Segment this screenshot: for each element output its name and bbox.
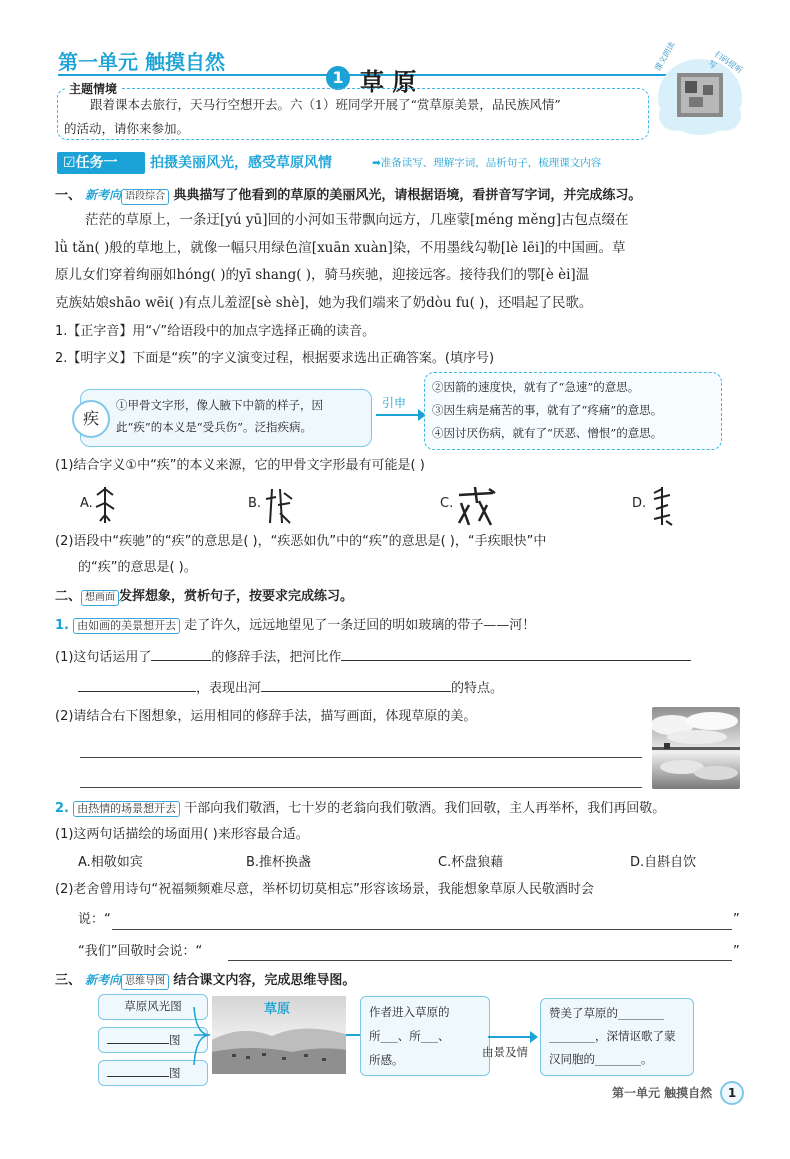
option-c-label[interactable]: C.	[440, 496, 454, 511]
part1-paragraph: 茫茫的草原上，一条迂[yú yū]回的小河如玉带飘向远方，几座蒙[méng měng]古包点缀在 lǜ tǎn( )般的草地上，就像一幅只用绿色渲[xuān xuàn]染，不用墨线勾勒[lè lēi]的中国画。草 原儿女们穿着绚丽如hóng( )的yī shang( )，骑马疾驰，迎接远客。接待我们的鄂[è èi]温 克族姑娘shāo wēi( )有点儿羞涩[sè shè]，她为我们端来了奶dòu fu( )，还唱起了民歌。	[55, 212, 629, 311]
part1-q1: 1.【正字音】用“√”给语段中的加点字选择正确的读音。	[55, 324, 376, 339]
task1-title: 拍摄美丽风光，感受草原风情	[150, 155, 332, 171]
we-label: “我们”回敬时会说：“	[78, 944, 203, 959]
arrow-right-icon	[530, 1031, 538, 1043]
scene-text-2: 的活动，请你来参加。	[64, 121, 190, 136]
scene-text-1: 跟着课本去旅行，天马行空想开去。六（1）班同学开展了“赏草原美景，品民族风情”	[90, 97, 561, 112]
qr-right-label: 扫码提听写	[706, 49, 745, 76]
mindmap-right-box[interactable]: 赞美了草原的________ ________，深情讴歌了蒙 汉同胞的________。	[540, 998, 694, 1076]
option-d-label[interactable]: D.	[632, 496, 647, 511]
q2-options	[78, 849, 738, 877]
option-b[interactable]: B.推杯换盏	[246, 855, 312, 870]
origin-text: ①甲骨文字形，像人腋下中箭的样子，因 此“疾”的本义是“受兵伤”。泛指疾病。	[116, 398, 323, 434]
extend-label: 引申	[382, 396, 407, 410]
extend-arrow	[376, 414, 422, 416]
option-c[interactable]: C.杯盘狼藉	[438, 855, 504, 870]
oracle-a-glyph	[92, 485, 118, 527]
answer-line-2[interactable]	[80, 787, 642, 788]
part1-sub1: (1)结合字义①中“疾”的本义来源，它的甲骨文字形最有可能是( )	[55, 458, 425, 473]
oracle-c-glyph	[455, 485, 497, 527]
lesson-title: 草 原	[360, 68, 417, 96]
center-label: 草原	[264, 1002, 291, 1017]
part2-q1: 1. 由如画的美景想开去 走了许久，远远地望见了一条迂回的明如玻璃的带子——河！	[55, 618, 536, 633]
qr-area[interactable]	[653, 40, 745, 140]
close-quote-1: ”	[733, 912, 740, 927]
task1-note: ➡准备读写、理解字词，品析句子，梳理课文内容	[372, 157, 602, 169]
checkbox-icon: ☑	[63, 155, 76, 171]
part2-q1-sub1: (1)这句话运用了 的修辞手法，把河比作	[55, 644, 691, 672]
page-number: 1	[720, 1081, 744, 1105]
extend-text: ②因箭的速度快，就有了“急速”的意思。 ③因生病是痛苦的事，就有了“疼痛”的意思。 ④因讨厌伤病，就有了“厌恶、憎恨”的意思。	[432, 380, 663, 440]
part1-sub2-line1: (2)语段中“疾驰”的“疾”的意思是( )，“疾恶如仇”中的“疾”的意思是( )，“手疾眼快”中	[55, 534, 547, 549]
oracle-b-glyph	[262, 485, 296, 527]
say-line[interactable]	[112, 929, 732, 930]
oracle-d-glyph	[648, 485, 676, 527]
char-circle: 疾	[72, 400, 110, 438]
lesson-number-badge: 1	[326, 66, 350, 90]
river-photo	[652, 707, 740, 789]
close-quote-2: ”	[733, 944, 740, 959]
part2-q2-sub1: (1)这两句话描绘的场面用( )来形容最合适。	[55, 827, 309, 842]
option-b-label[interactable]: B.	[248, 496, 262, 511]
mindmap-mid-box[interactable]: 作者进入草原的 所___、所___、 所感。	[360, 996, 490, 1076]
part2-q2-sub2: (2)老舍曾用诗句“祝福频频难尽意，举杯切切莫相忘”形容该场景，我能想象草原人民敬酒时会	[55, 882, 594, 897]
mindmap-box-1: 草原风光图	[98, 994, 208, 1020]
rhetoric-blank[interactable]	[151, 644, 211, 661]
unit-title: 第一单元 触摸自然	[58, 50, 225, 74]
part2-q1-sub1-cont: ，表现出河 的特点。	[78, 675, 503, 703]
option-d[interactable]: D.自斟自饮	[630, 855, 697, 870]
mindmap-box-3[interactable]: 图	[98, 1060, 208, 1086]
part2-q1-sub2: (2)请结合右下图想象，运用相同的修辞手法，描写画面，体现草原的美。	[55, 709, 477, 724]
oracle-options	[80, 485, 720, 530]
answer-line-1[interactable]	[80, 757, 642, 758]
grassland-photo	[212, 996, 346, 1074]
metaphor-blank-2[interactable]	[78, 675, 196, 692]
part1-header: 一、 新考向 语段综合 典典描写了他看到的草原的美丽风光，请根据语境，看拼音写字词，并完成练习。	[55, 188, 642, 203]
say-label: 说：“	[78, 912, 111, 927]
option-a[interactable]: A.相敬如宾	[78, 855, 143, 870]
flow-arrow	[488, 1036, 532, 1038]
flow-label: 由景及情	[482, 1045, 528, 1059]
scene-label: 主题情境	[65, 80, 121, 97]
metaphor-blank[interactable]	[341, 644, 691, 661]
brace-lines	[190, 995, 212, 1075]
mindmap-box-2[interactable]: 图	[98, 1027, 208, 1053]
part2-q2: 2. 由热情的场景想开去 干部向我们敬酒，七十岁的老翁向我们敬酒。我们回敬，主人再举杯，我们再回敬。	[55, 801, 666, 816]
part1-sub2-line2: 的“疾”的意思是( )。	[78, 560, 197, 575]
part3-header: 三、 新考向 思维导图 结合课文内容，完成思维导图。	[55, 973, 356, 988]
task1-badge: ☑任务一	[57, 152, 145, 174]
feature-blank[interactable]	[261, 675, 451, 692]
option-a-label[interactable]: A.	[80, 496, 93, 511]
part1-q2: 2.【明字义】下面是“疾”的字义演变过程，根据要求选出正确答案。(填序号)	[55, 351, 495, 366]
footer-unit: 第一单元 触摸自然	[612, 1086, 713, 1100]
part2-header: 二、 想画面 发挥想象，赏析句子，按要求完成练习。	[55, 589, 354, 604]
we-line[interactable]	[228, 960, 732, 961]
qr-left-label: 课文朗读	[653, 40, 677, 73]
